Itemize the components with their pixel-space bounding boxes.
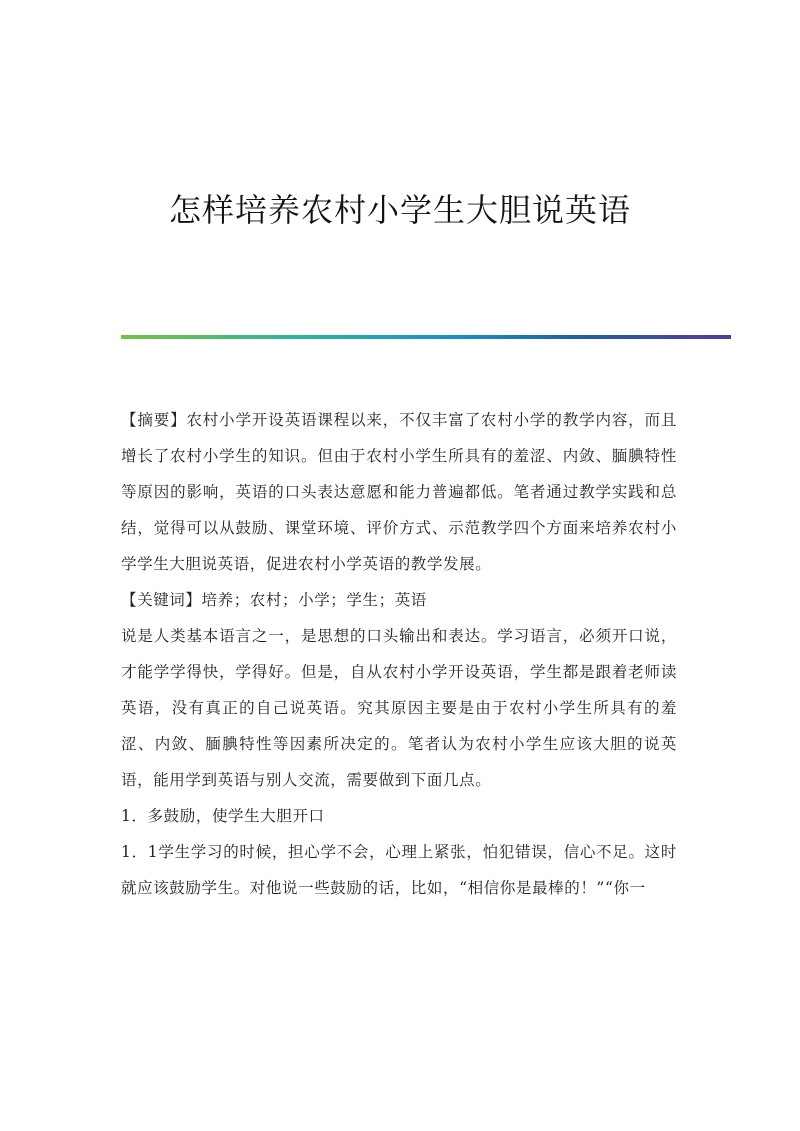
intro-paragraph: 说是人类基本语言之一，是思想的口头输出和表达。学习语言，必须开口说，才能学学得快，学得好。但是，自从农村小学开设英语，学生都是跟着老师读英语，没有真正的自己说英语。究其原因主要是由于农村小学生所具有的羞涩、内敛、腼腆特性等因素所决定的。笔者认为农村小学生应该大胆的说英语，能用学到英语与别人交流，需要做到下面几点。	[121, 627, 677, 789]
document-title: 怎样培养农村小学生大胆说英语	[168, 191, 631, 229]
section-paragraph: 1．1学生学习的时候，担心学不会，心理上紧张，怕犯错误，信心不足。这时就应该鼓励学生。对他说一些鼓励的话，比如，“相信你是最棒的！”“你一	[121, 843, 677, 897]
section-heading: 1．多鼓励，使学生大胆开口	[121, 807, 325, 825]
title-divider	[121, 335, 731, 339]
keywords-paragraph: 【关键词】培养；农村；小学；学生；英语	[121, 591, 427, 609]
document-body	[121, 402, 677, 906]
abstract-paragraph: 【摘要】农村小学开设英语课程以来，不仅丰富了农村小学的教学内容，而且增长了农村小学生的知识。但由于农村小学生所具有的羞涩、内敛、腼腆特性等原因的影响，英语的口头表达意愿和能力普遍都低。笔者通过教学实践和总结，觉得可以从鼓励、课堂环境、评价方式、示范教学四个方面来培养农村小学学生大胆说英语，促进农村小学英语的教学发展。	[121, 411, 677, 573]
